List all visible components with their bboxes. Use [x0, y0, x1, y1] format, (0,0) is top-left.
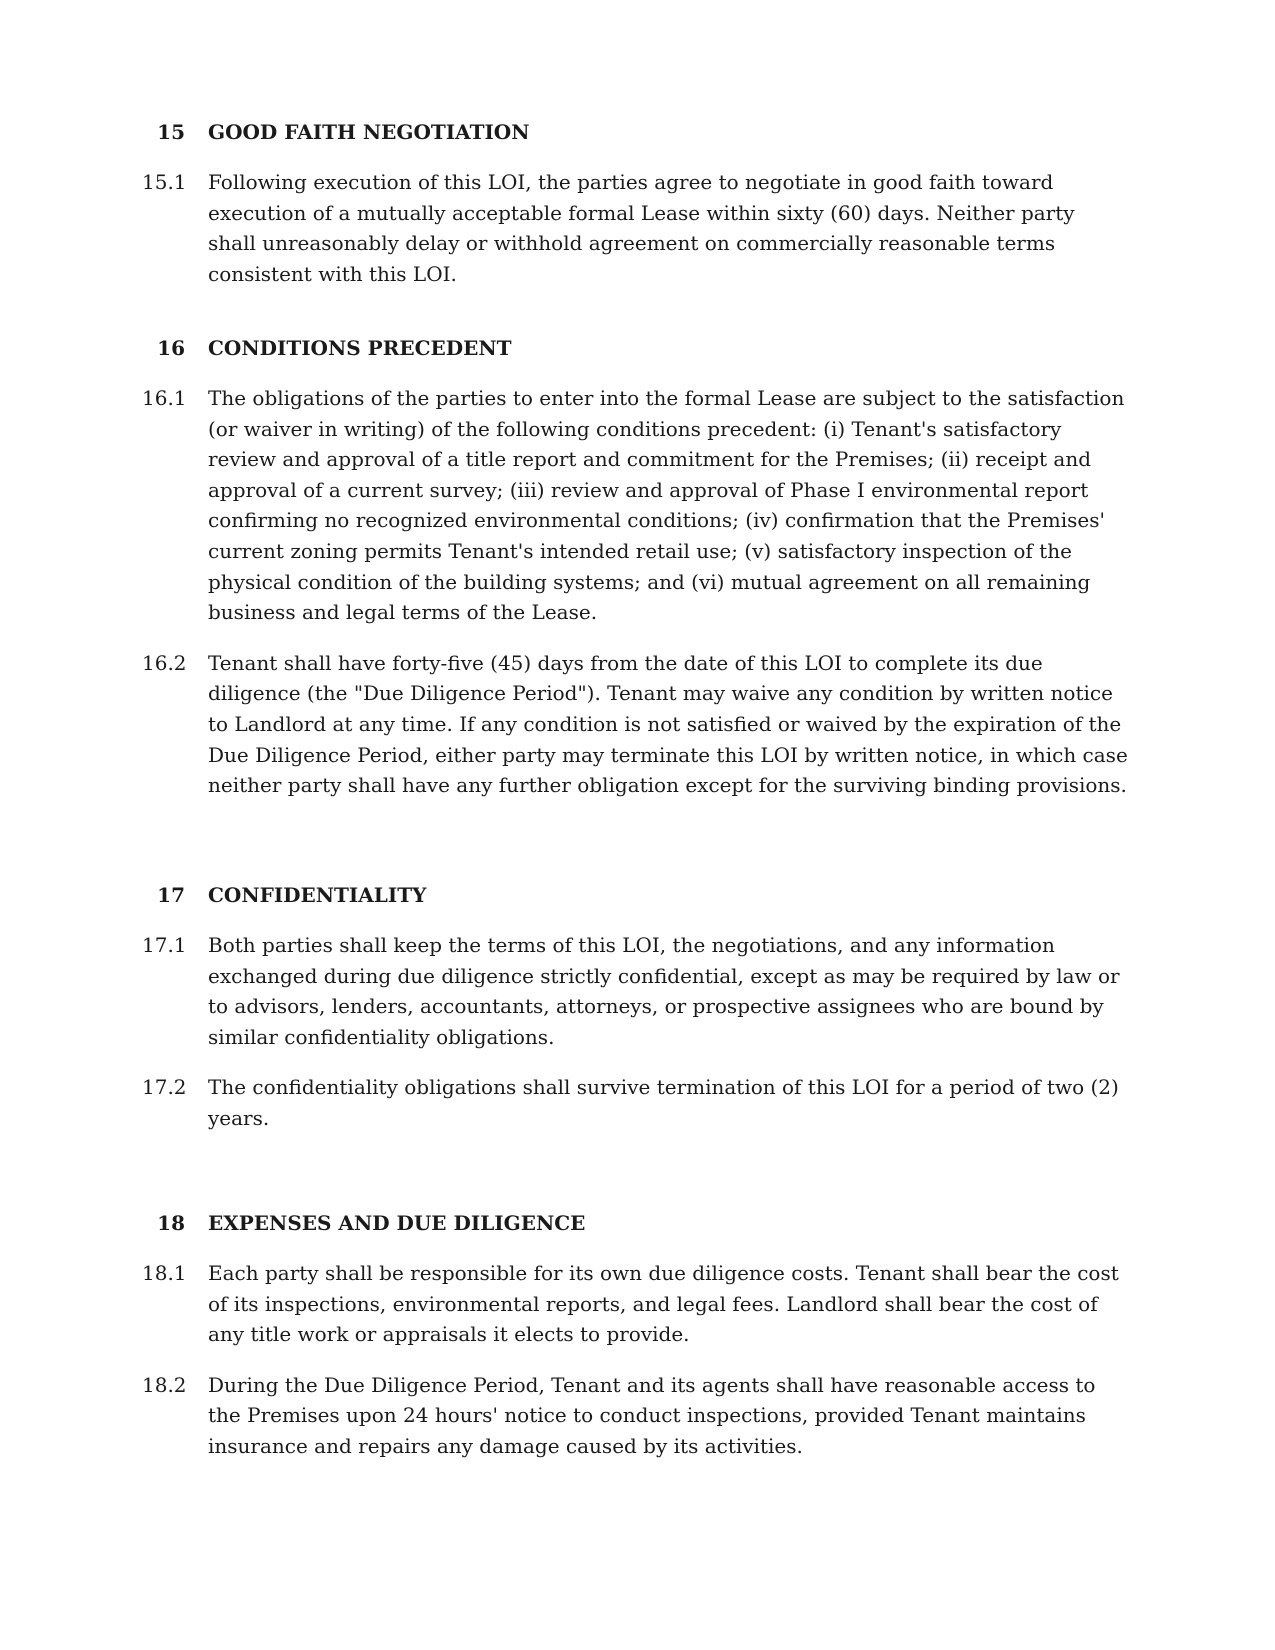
clause-17-1 — [0, 930, 1275, 1052]
section-heading — [0, 117, 1275, 147]
clause-text: Each party shall be responsible for its own due diligence costs. Tenant shall bear the cost of its inspections, environmental reports, and legal fees. Landlord shall bear the cost of any title work or appraisals it elects to provide. — [208, 1261, 1119, 1347]
clause-17-2 — [0, 1072, 1275, 1133]
section-15 — [0, 117, 1275, 289]
clause-16-1 — [0, 383, 1275, 628]
clause-18-2 — [0, 1370, 1275, 1462]
section-title: CONDITIONS PRECEDENT — [208, 336, 512, 360]
section-title: GOOD FAITH NEGOTIATION — [208, 120, 530, 144]
section-heading — [0, 1208, 1275, 1238]
clause-number: 17.1 — [142, 933, 187, 957]
clause-text: Following execution of this LOI, the parties agree to negotiate in good faith toward execution of a mutually acceptable formal Lease within sixty (60) days. Neither party shall unreasonably delay or withhold agreement on commercially reasonable terms consistent with this LOI. — [208, 170, 1075, 286]
section-18 — [0, 1208, 1275, 1462]
section-number: 18 — [157, 1211, 185, 1235]
clause-text: Tenant shall have forty-five (45) days from the date of this LOI to complete its due diligence (the "Due Diligence Period"). Tenant may waive any condition by written notice to Landlord at any time. If any condition is not satisfied or waived by the expiration of the Due Diligence Period, either party may terminate this LOI by written notice, in which case neither party shall have any further obligation except for the surviving binding provisions. — [208, 650, 1128, 798]
section-title: EXPENSES AND DUE DILIGENCE — [208, 1211, 586, 1235]
clause-16-2 — [0, 648, 1275, 801]
section-heading — [0, 880, 1275, 910]
clause-number: 16.2 — [142, 650, 187, 675]
clause-number: 18.1 — [142, 1261, 187, 1285]
section-number: 15 — [157, 120, 185, 144]
clause-text: During the Due Diligence Period, Tenant and its agents shall have reasonable access to the Premises upon 24 hours' notice to conduct inspections, provided Tenant maintains insurance and repairs any damage caused by its activities. — [208, 1372, 1096, 1458]
clause-text: The obligations of the parties to enter into the formal Lease are subject to the satisfaction (or waiver in writing) of the following conditions precedent: (i) Tenant's satisfactory review and approval of a title report and commitment for the Premises; (ii) receipt and approval of a current survey; (iii) review and approval of Phase I environmental report confirming no recognized environmental conditions; (iv) confirmation that the Premises' current zoning permits Tenant's intended retail use; (v) satisfactory inspection of the physical condition of the building systems; and (vi) mutual agreement on all remaining business and legal terms of the Lease. — [208, 386, 1125, 625]
clause-number: 16.1 — [142, 386, 187, 410]
section-number: 17 — [157, 883, 185, 907]
section-heading — [0, 333, 1275, 363]
clause-number: 17.2 — [142, 1075, 187, 1100]
section-16 — [0, 333, 1275, 801]
clause-text: Both parties shall keep the terms of this LOI, the negotiations, and any information exchanged during due diligence strictly confidential, except as may be required by law or to advisors, lenders, accountants, attorneys, or prospective assignees who are bound by similar confidentiality obligations. — [208, 933, 1120, 1049]
clause-text: The confidentiality obligations shall survive termination of this LOI for a period of two (2) years. — [208, 1075, 1119, 1130]
clause-number: 18.2 — [142, 1372, 187, 1397]
section-17 — [0, 880, 1275, 1134]
clause-18-1 — [0, 1258, 1275, 1350]
section-title: CONFIDENTIALITY — [208, 883, 427, 907]
clause-15-1 — [0, 167, 1275, 289]
clause-number: 15.1 — [142, 170, 187, 194]
section-number: 16 — [157, 336, 185, 360]
